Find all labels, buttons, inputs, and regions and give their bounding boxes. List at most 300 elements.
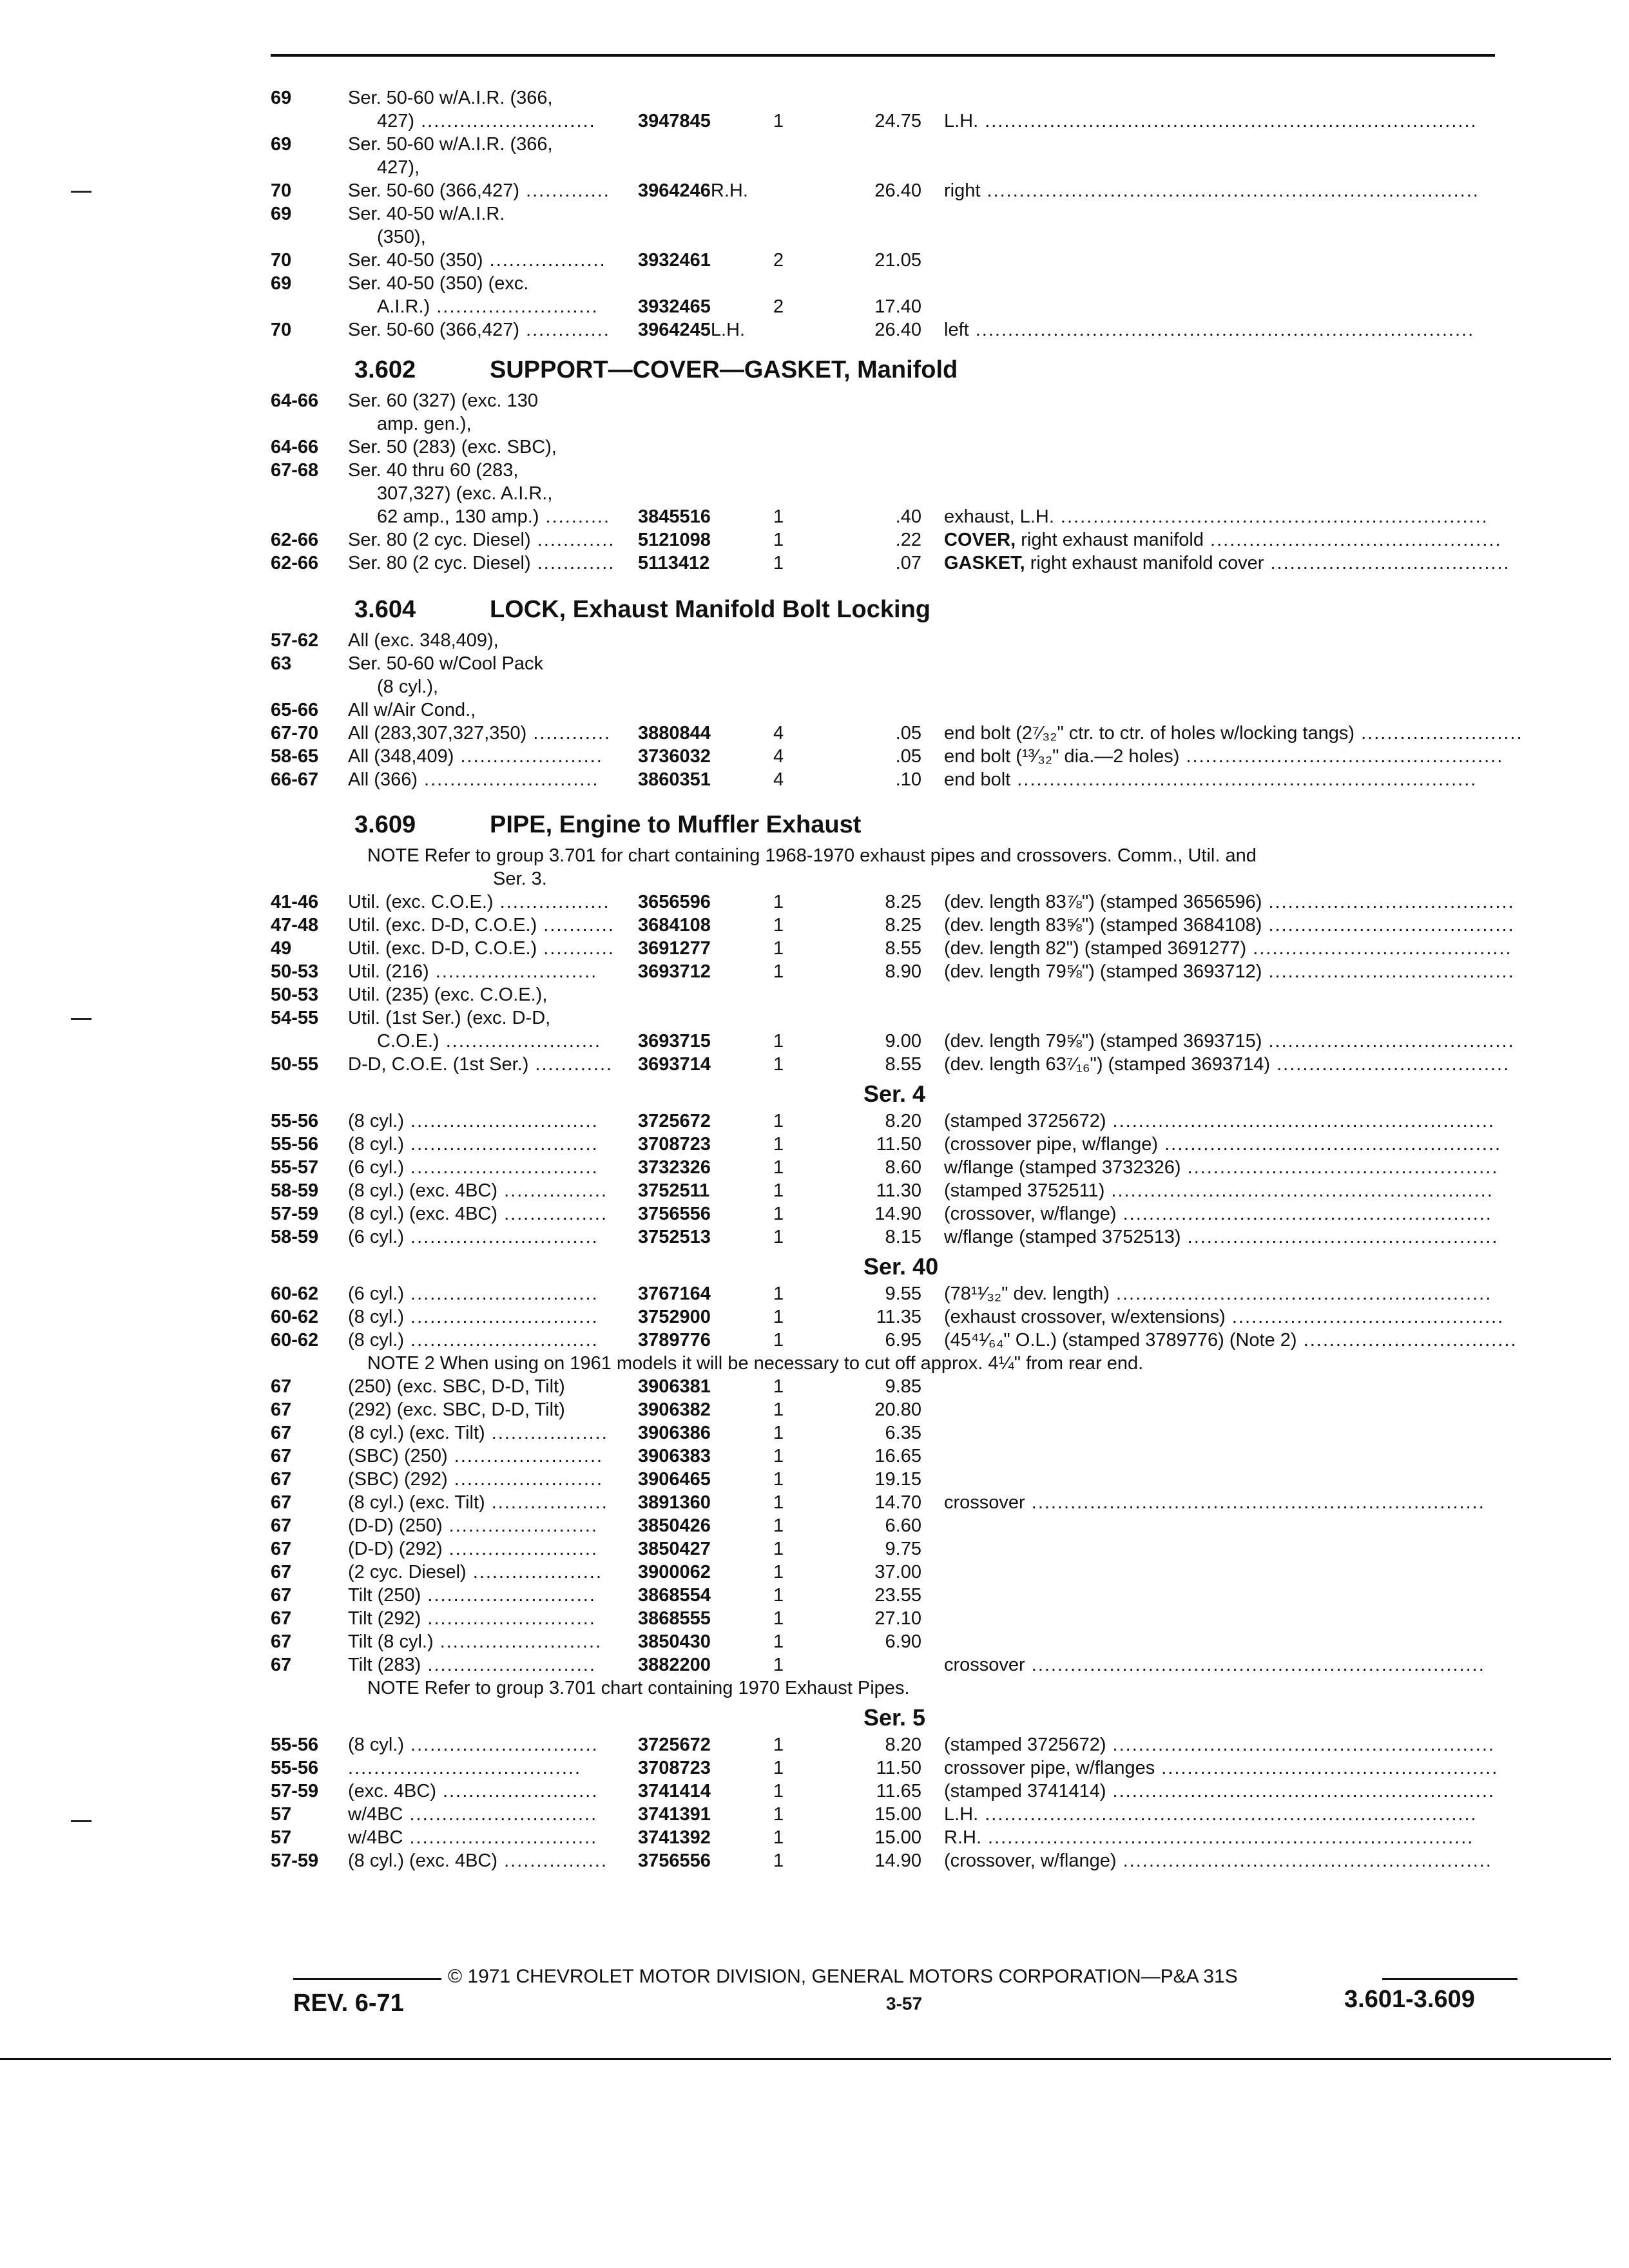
model-years: 66-67 [271,769,319,790]
section-title: SUPPORT—COVER—GASKET, Manifold [490,356,958,383]
dot-leader: ............................. [404,1157,599,1178]
application-desc: (8 cyl.), [377,677,439,697]
model-years: 64-66 [271,390,319,411]
part-row [271,722,1553,745]
part-remarks [944,1329,1518,1352]
list-price: 9.75 [885,1539,921,1559]
model-years: 50-53 [271,985,319,1005]
model-years: 67 [271,1585,292,1606]
part-row [271,629,1553,652]
part-remarks [944,1826,1474,1849]
model-years: 69 [271,204,292,224]
model-years: 58-59 [271,1180,319,1201]
application-desc: Ser. 50-60 (366,427) ............. [348,180,610,201]
part-number: 3880844 [638,723,711,744]
quantity: 1 [773,1758,784,1778]
model-years: 54-55 [271,1008,319,1028]
quantity: 1 [773,938,784,959]
application-desc: Tilt (8 cyl.) ......................... [348,1631,602,1652]
model-years: 70 [271,250,292,271]
dot-leader: ............................. [404,1134,599,1155]
list-price: 9.55 [885,1283,921,1304]
dot-leader: ...................................................................... [1025,1492,1485,1513]
list-price: 6.95 [885,1330,921,1350]
part-row [271,1202,1553,1225]
application-desc: (D-D) (250) ....................... [348,1515,598,1536]
model-years: 41-46 [271,892,319,912]
part-row [271,86,1553,110]
application-desc [348,1756,581,1780]
application-desc: (6 cyl.) ............................. [348,1157,599,1178]
dot-leader: .......................................... [1225,1307,1505,1327]
part-remarks [944,1110,1495,1133]
part-number: 3891360 [638,1492,711,1513]
part-row [271,272,1553,295]
model-years: 50-53 [271,961,319,982]
part-number: 3756556 [638,1204,711,1224]
part-number: 3752900 [638,1307,711,1327]
margin-mark [71,1820,92,1822]
part-remarks [944,1282,1492,1305]
margin-mark [71,191,92,193]
dot-leader: ........................... [414,111,596,131]
remark-text: crossover pipe, w/flanges [944,1758,1155,1778]
list-price: .05 [895,746,921,767]
note-line: NOTE Refer to group 3.701 chart containing 1970 Exhaust Pipes. [367,1678,910,1698]
dot-leader: ........................................................... [1106,1735,1495,1755]
part-remarks [944,1202,1492,1225]
part-row [271,768,1553,791]
remark-text: (dev. length 83⅞") (stamped 3656596) [944,892,1262,912]
list-price: 8.20 [885,1735,921,1755]
list-price: 8.55 [885,938,921,959]
dot-leader: ............................. [404,1307,599,1327]
quantity: 1 [773,1608,784,1629]
dot-leader: .................................... [348,1758,582,1778]
quantity: 1 [773,1307,784,1327]
part-remarks [944,1156,1498,1179]
dot-leader: ............................................. [1203,530,1502,550]
part-number: 3845516 [638,506,711,527]
list-price: 8.20 [885,1111,921,1131]
dot-leader: ...................... [454,746,603,767]
application-desc: (8 cyl.) ............................. [348,1111,599,1131]
application-desc: Util. (1st Ser.) (exc. D-D, [348,1008,551,1028]
part-number: 3906382 [638,1399,711,1420]
note-line: Ser. 3. [493,869,547,889]
list-price: 6.90 [885,1631,921,1652]
quantity: 1 [773,1134,784,1155]
part-remarks [944,768,1477,791]
list-price: 37.00 [874,1562,921,1582]
model-years: 60-62 [271,1283,319,1304]
part-number: 3900062 [638,1562,711,1582]
part-remarks [944,1849,1492,1872]
parts-list [271,1733,1553,1872]
part-number: 3850427 [638,1539,711,1559]
part-remarks [944,1733,1495,1756]
quantity: 1 [773,1804,784,1825]
application-desc: Ser. 40 thru 60 (283, [348,460,519,481]
model-years: 55-56 [271,1134,319,1155]
dot-leader: ............ [530,530,615,550]
part-number: 3725672 [638,1735,711,1755]
part-row [271,1826,1553,1849]
part-row [271,1329,1553,1352]
remark-text: (crossover, w/flange) [944,1850,1117,1871]
part-name: GASKET, [944,553,1025,573]
part-row [271,1006,1553,1030]
part-number: 3860351 [638,769,711,790]
application-desc: Ser. 50-60 w/A.I.R. (366, [348,134,553,155]
dot-leader: .................................... [1270,1054,1510,1075]
list-price: 19.15 [874,1469,921,1490]
part-remarks [944,1133,1501,1156]
application-desc: Ser. 40-50 (350) .................. [348,250,606,271]
remark-text: w/flange (stamped 3732326) [944,1157,1181,1178]
part-row [271,179,1553,202]
list-price: 17.40 [874,296,921,317]
part-remarks [944,960,1515,983]
dot-leader: ....................... [442,1515,598,1536]
quantity: 1 [773,1539,784,1559]
bottom-rule [0,2058,1611,2060]
quantity: 1 [773,530,784,550]
application-desc: (350), [377,227,426,247]
section-title: PIPE, Engine to Muffler Exhaust [490,811,862,838]
dot-leader: ................................................ [1181,1157,1499,1178]
remark-text: (dev. length 79⅝") (stamped 3693715) [944,1031,1262,1052]
part-row [271,226,1553,249]
dot-leader: ................................................ [1181,1227,1499,1247]
margin-mark [71,1018,92,1020]
part-row [271,1375,1553,1398]
dot-leader: ............ [526,723,612,744]
dot-leader: .......................... [421,1608,596,1629]
remark-text: (dev. length 63⁷⁄₁₆") (stamped 3693714) [944,1054,1271,1075]
part-remarks [944,1491,1485,1514]
part-number: 3693712 [638,961,711,982]
part-row [271,1630,1553,1653]
dot-leader: ....................... [447,1446,604,1466]
dot-leader: ............................................................................ [978,1804,1478,1825]
remark-text: (stamped 3725672) [944,1111,1106,1131]
list-price: .22 [895,530,921,550]
series-subheading: Ser. 5 [863,1704,926,1731]
application-desc: Ser. 80 (2 cyc. Diesel) ............ [348,530,615,550]
dot-leader: .................................................................. [1054,506,1489,527]
part-row [271,745,1553,768]
dot-leader: .......................... [421,1585,596,1606]
dot-leader: ....................................................................... [1010,769,1478,790]
part-row [271,552,1553,575]
part-row [271,1537,1553,1561]
part-remarks [944,1803,1478,1826]
application-desc: (8 cyl.) (exc. 4BC) ................ [348,1204,608,1224]
application-desc: amp. gen.), [377,414,472,434]
model-years: 58-59 [271,1227,319,1247]
dot-leader: ........................................................... [1106,1781,1495,1802]
part-number: 3932465 [638,296,711,317]
part-number: 5113412 [638,553,710,573]
list-price: 14.90 [874,1850,921,1871]
dot-leader: .................................................... [1155,1758,1499,1778]
dot-leader: ......................... [429,961,598,982]
model-years: 70 [271,180,292,201]
quantity: 1 [773,1492,784,1513]
remark-text: (dev. length 79⅝") (stamped 3693712) [944,961,1262,982]
dot-leader: ............................. [404,1283,599,1304]
model-years: 55-56 [271,1758,319,1778]
part-number: 3741392 [638,1827,711,1848]
application-desc: Ser. 80 (2 cyc. Diesel) ............ [348,553,615,573]
part-row [271,1733,1553,1756]
remark-text: end bolt (2⁷⁄₃₂" ctr. to ctr. of holes w/locking tangs) [944,723,1355,744]
model-years: 67 [271,1631,292,1652]
quantity: 1 [773,1735,784,1755]
part-number: 3732326 [638,1157,711,1178]
part-row [271,295,1553,318]
quantity: 1 [773,961,784,982]
part-number: 3691277 [638,938,711,959]
dot-leader: ............. [519,320,610,340]
list-price: 20.80 [874,1399,921,1420]
section-3-602 [271,349,1553,575]
remark-text: R.H. [944,1827,981,1848]
part-remarks [944,1030,1515,1053]
dot-leader: ................................................. [1179,746,1504,767]
list-price: 27.10 [874,1608,921,1629]
application-desc: Ser. 50-60 (366,427) ............. [348,320,610,340]
remark-text: (dev. length 82") (stamped 3691277) [944,938,1247,959]
application-desc: (6 cyl.) ............................. [348,1227,599,1247]
model-years: 55-57 [271,1157,319,1178]
dot-leader: ............................. [404,1735,599,1755]
part-row [271,1445,1553,1468]
part-row [271,1110,1553,1133]
remark-text: (45⁴¹⁄₆₄" O.L.) (stamped 3789776) (Note 2) [944,1330,1297,1350]
quantity: 2 [773,296,784,317]
part-remarks [944,1756,1498,1780]
quantity: 1 [773,1655,784,1675]
list-price: 16.65 [874,1446,921,1466]
application-desc: (8 cyl.) (exc. 4BC) ................ [348,1180,608,1201]
quantity: 2 [773,250,784,271]
dot-leader: ............................. [404,1227,599,1247]
model-years: 69 [271,134,292,155]
parts-list [271,389,1553,575]
list-price: 11.50 [876,1758,921,1778]
series-subheading: Ser. 40 [863,1253,939,1280]
part-remarks [944,505,1489,528]
part-row [271,249,1553,272]
application-desc: Ser. 40-50 w/A.I.R. [348,204,505,224]
dot-leader: .................. [485,1423,608,1443]
model-years: 67 [271,1446,292,1466]
application-desc: Ser. 50-60 w/Cool Pack [348,653,544,674]
model-years: 64-66 [271,437,319,457]
application-desc: Util. (exc. D-D, C.O.E.) ........... [348,938,615,959]
section-number: 3.609 [354,811,416,838]
application-desc: Util. (exc. D-D, C.O.E.) ........... [348,915,615,936]
application-desc: 62 amp., 130 amp.) .......... [377,506,611,527]
application-desc: Util. (exc. C.O.E.) ................. [348,892,610,912]
application-desc: (8 cyl.) ............................. [348,1330,599,1350]
dot-leader: ............. [519,180,610,201]
quantity: 1 [773,1850,784,1871]
part-row [271,436,1553,459]
part-row [271,459,1553,482]
quantity: 1 [773,1781,784,1802]
model-years: 57-59 [271,1850,319,1871]
part-number: 3964246R.H. [638,180,748,201]
quantity: 4 [773,746,784,767]
section-heading [271,589,1553,629]
dot-leader: ...................................... [1262,961,1515,982]
model-years: 67 [271,1608,292,1629]
application-desc: All (exc. 348,409), [348,630,499,651]
application-desc: (8 cyl.) (exc. Tilt) .................. [348,1492,608,1513]
quantity: 1 [773,1227,784,1247]
part-row [271,1584,1553,1607]
dot-leader: ......................... [430,296,599,317]
part-row [271,914,1553,937]
application-desc: All (366) ........................... [348,769,599,790]
model-years: 62-66 [271,553,319,573]
quantity: 1 [773,1631,784,1652]
remark-text: (crossover pipe, w/flange) [944,1134,1159,1155]
list-price: 6.35 [885,1423,921,1443]
side-suffix: R.H. [710,180,748,201]
parts-list [271,629,1553,791]
list-price: 15.00 [874,1804,921,1825]
part-row [271,1607,1553,1630]
parts-list [271,1282,1553,1352]
dot-leader: .......................... [421,1655,596,1675]
application-desc: Tilt (292) .......................... [348,1608,596,1629]
part-row [271,389,1553,412]
dot-leader: .......................................................... [1109,1283,1492,1304]
part-row [271,1653,1553,1677]
list-price: 11.30 [876,1180,921,1201]
part-remarks [944,1780,1495,1803]
quantity: 1 [773,1031,784,1052]
part-remarks [944,528,1502,552]
quantity: 1 [773,1330,784,1350]
dot-leader: ......................... [433,1631,602,1652]
list-price: 11.65 [876,1781,921,1802]
part-number: 3684108 [638,915,711,936]
part-row [271,960,1553,983]
model-years: 67 [271,1562,292,1582]
remark-text: (dev. length 83⅝") (stamped 3684108) [944,915,1262,936]
part-number: 3947845 [638,111,711,131]
model-years: 67-70 [271,723,319,744]
part-remarks [944,1653,1485,1677]
top-rule [271,54,1495,57]
application-desc: 427) ........................... [377,111,596,131]
part-row [271,1780,1553,1803]
part-row [271,202,1553,226]
dot-leader: ............................. [404,1330,599,1350]
dot-leader: ................ [497,1180,608,1201]
model-years: 67 [271,1539,292,1559]
part-number: 3850426 [638,1515,711,1536]
remark-text: (stamped 3741414) [944,1781,1106,1802]
page-number: 3-57 [886,1994,923,2013]
part-row [271,1398,1553,1421]
application-desc: All (283,307,327,350) ............ [348,723,612,744]
section-3-609 [271,804,1553,1872]
section-3-604 [271,589,1553,791]
part-row [271,698,1553,722]
list-price: 8.60 [885,1157,921,1178]
application-desc: Ser. 40-50 (350) (exc. [348,273,529,294]
list-price: .40 [895,506,921,527]
dot-leader: ................. [493,892,610,912]
model-years: 55-56 [271,1735,319,1755]
part-number: 3964245L.H. [638,320,746,340]
remark-text: crossover [944,1655,1025,1675]
part-row [271,983,1553,1006]
part-row [271,1468,1553,1491]
model-years: 57-62 [271,630,319,651]
part-row [271,675,1553,698]
quantity: 1 [773,1283,784,1304]
quantity: 4 [773,769,784,790]
model-years: 50-55 [271,1054,319,1075]
part-row [271,505,1553,528]
application-desc: Tilt (283) .......................... [348,1655,596,1675]
part-row [271,482,1553,505]
footer-rule-right [1382,1978,1518,1980]
application-desc: (SBC) (250) ....................... [348,1446,604,1466]
model-years: 67 [271,1492,292,1513]
application-desc: w/4BC ............................. [348,1827,598,1848]
quantity: 1 [773,1111,784,1131]
list-price: 8.90 [885,961,921,982]
quantity: 1 [773,1827,784,1848]
part-remarks [944,1053,1510,1076]
part-remarks [944,1225,1498,1249]
dot-leader: ............................................................................ [978,111,1478,131]
part-number: 3725672 [638,1111,711,1131]
part-remarks [944,1179,1494,1202]
dot-leader: ........................... [418,769,599,790]
model-years: 60-62 [271,1330,319,1350]
model-years: 69 [271,273,292,294]
remark-text: crossover [944,1492,1025,1513]
application-desc: (8 cyl.) (exc. Tilt) .................. [348,1423,608,1443]
model-years: 67 [271,1655,292,1675]
part-number: 3906386 [638,1423,711,1443]
part-row [271,937,1553,960]
list-price: 8.25 [885,915,921,936]
part-remarks [944,318,1474,341]
model-years: 70 [271,320,292,340]
quantity: 1 [773,1376,784,1397]
list-price: 6.60 [885,1515,921,1536]
dot-leader: .......... [539,506,611,527]
application-desc: (8 cyl.) ............................. [348,1735,599,1755]
part-row [271,1849,1553,1872]
dot-leader: ........................................................... [1106,1111,1495,1131]
list-price: 9.85 [885,1376,921,1397]
list-price: 8.55 [885,1054,921,1075]
remark-text: L.H. [944,111,979,131]
part-remarks [944,722,1523,745]
part-number: 3850430 [638,1631,711,1652]
